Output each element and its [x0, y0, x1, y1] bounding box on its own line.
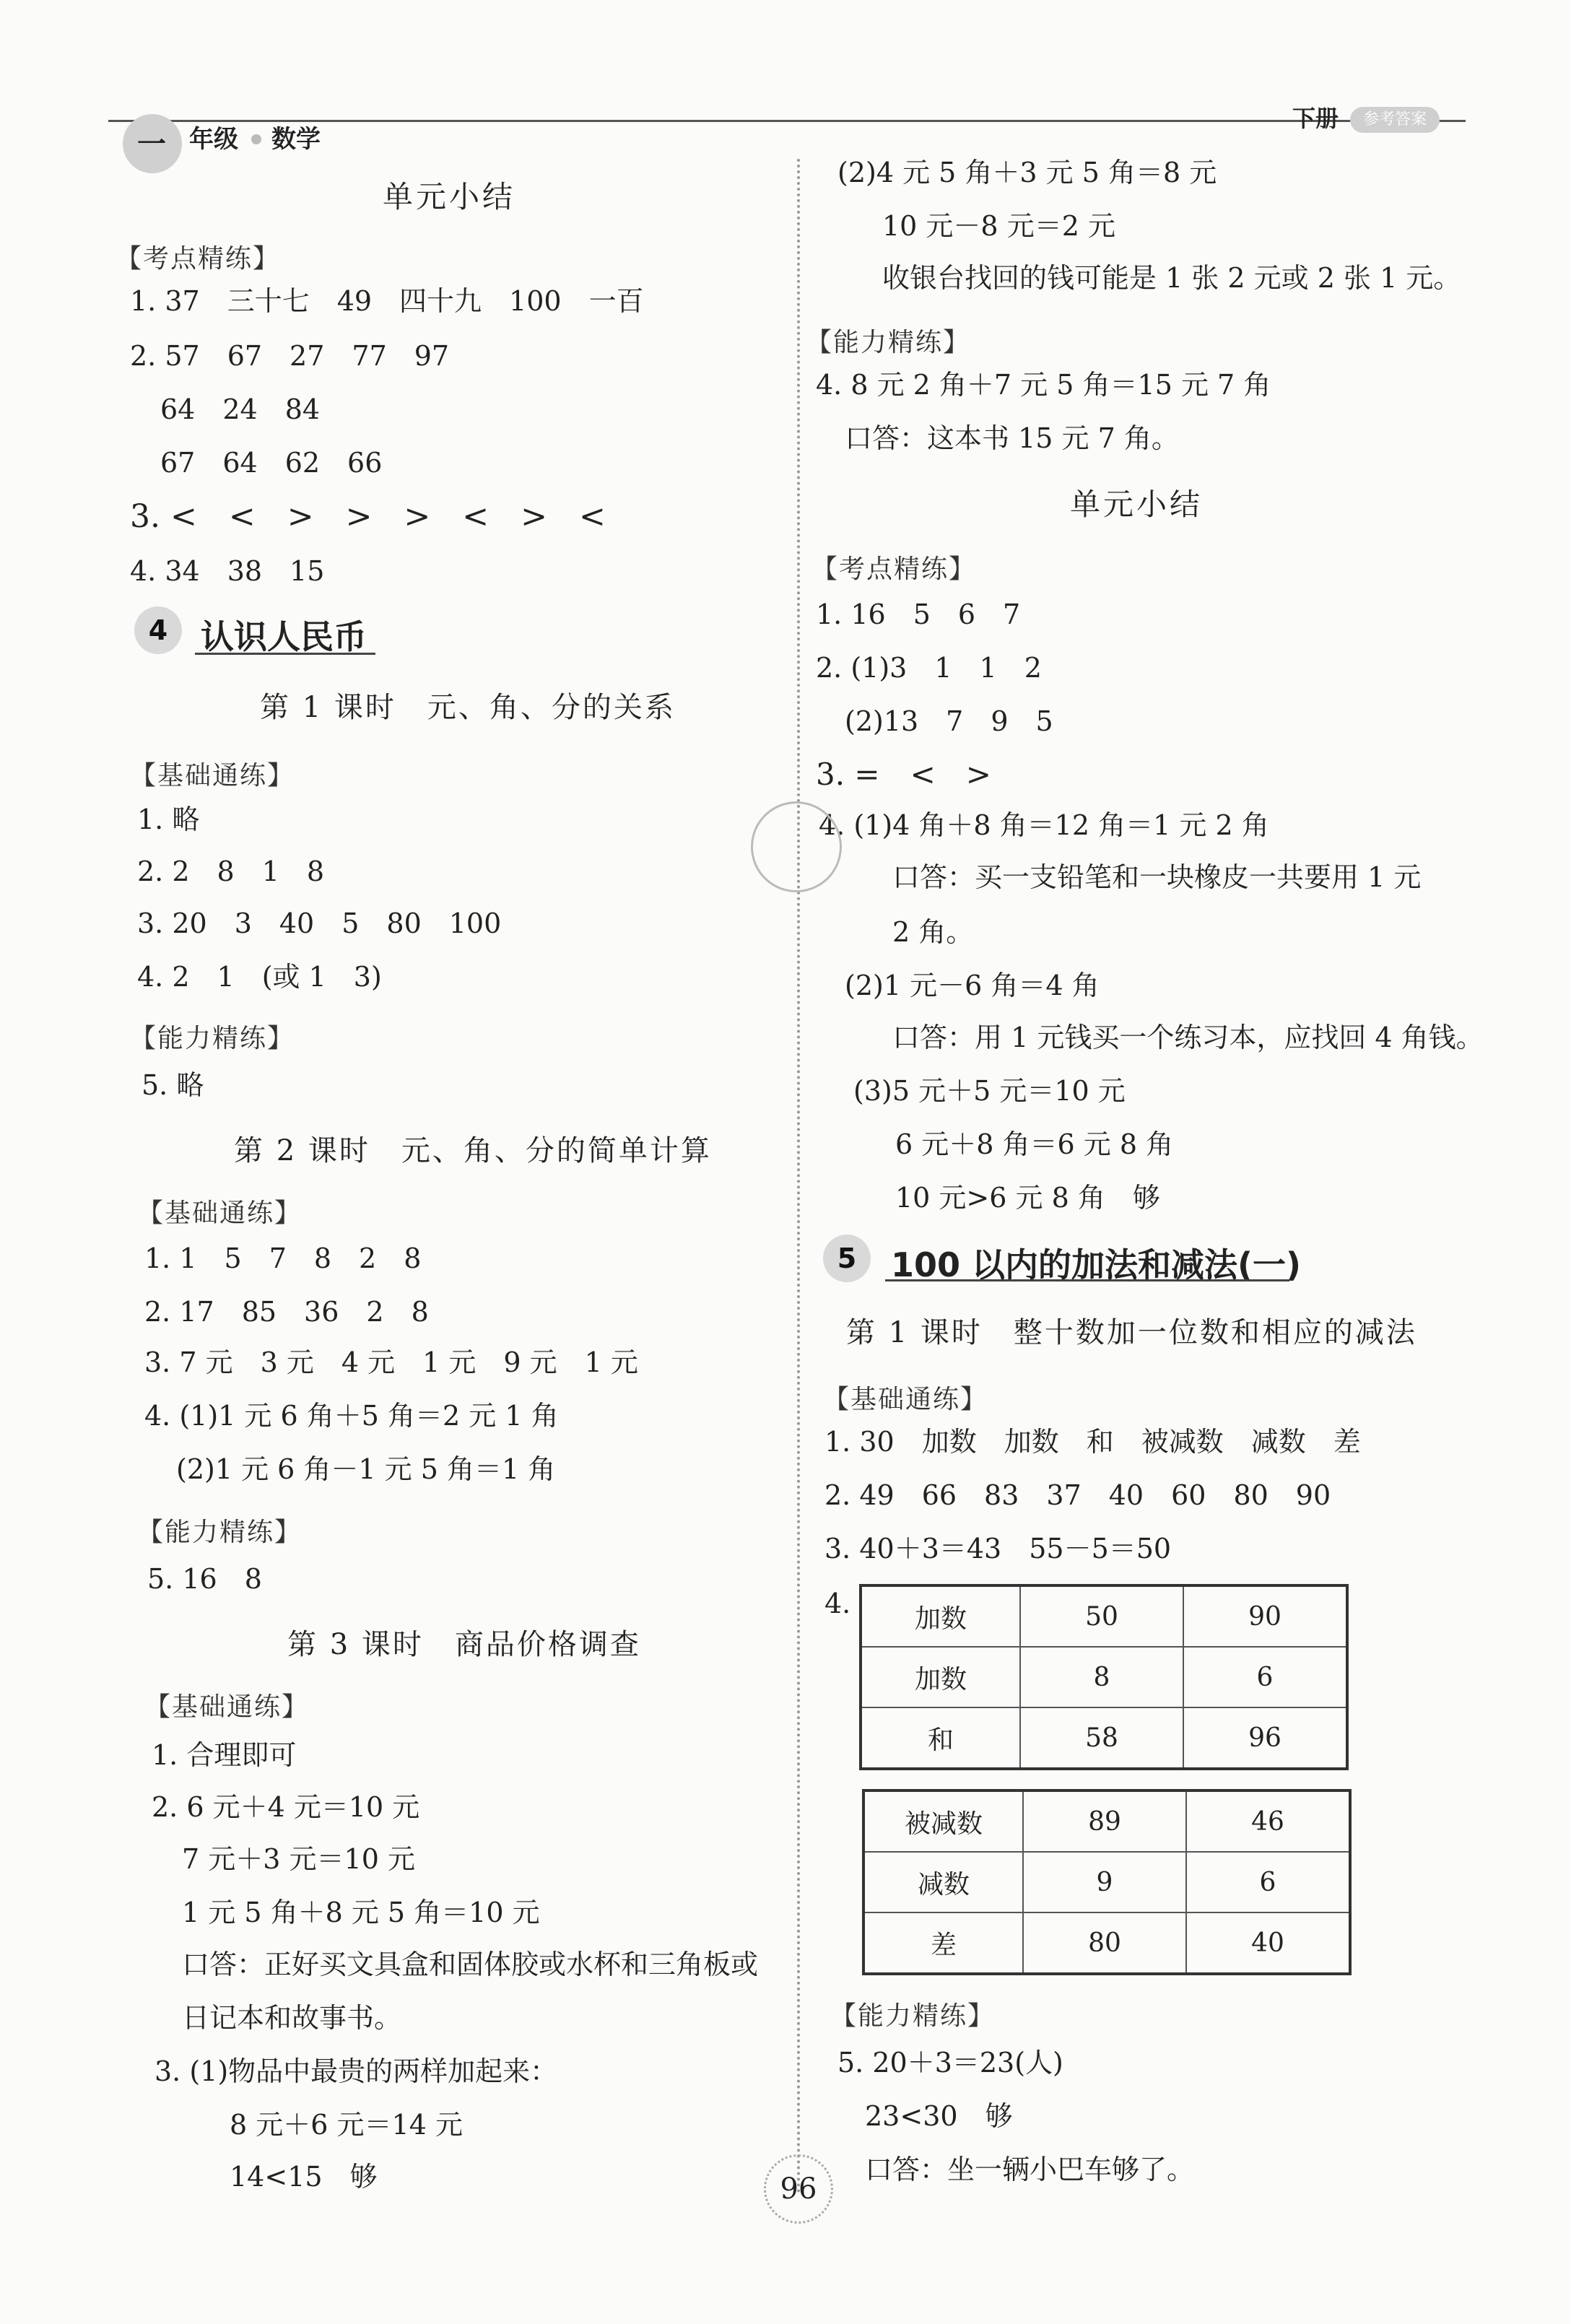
answer-line: 4. (1)4 角＋8 角＝12 角＝1 元 2 角	[819, 809, 1269, 841]
page-number: 96	[764, 2154, 833, 2224]
answer-line: 收银台找回的钱可能是 1 张 2 元或 2 张 1 元。	[882, 262, 1461, 294]
table-cell: 被减数	[863, 1790, 1023, 1852]
table-cell: 加数	[861, 1585, 1020, 1647]
answer-line: 2. 2 8 1 8	[137, 856, 325, 887]
answer-line: 4. 2 1 (或 1 3)	[137, 961, 382, 993]
tag-jichu: 【基础通练】	[137, 1198, 303, 1228]
answer-line: 5. 略	[142, 1069, 204, 1101]
chapter-title: 认识人民币	[201, 617, 367, 656]
answer-line: 1. 略	[137, 804, 200, 835]
table-cell: 58	[1020, 1707, 1183, 1769]
answer-line: 64 24 84	[160, 393, 321, 425]
answer-line: 5. 16 8	[147, 1563, 262, 1595]
column-divider	[797, 159, 800, 2195]
answer-line: 口答：买一支铅笔和一块橡皮一共要用 1 元	[892, 861, 1422, 893]
answer-line: 3. (1)物品中最贵的两样加起来：	[155, 2055, 558, 2087]
answer-line: (2)1 元－6 角＝4 角	[845, 970, 1100, 1001]
table-cell: 减数	[863, 1852, 1023, 1912]
table-cell: 80	[1023, 1912, 1186, 1974]
table-cell: 差	[863, 1912, 1023, 1974]
table-cell: 96	[1183, 1707, 1347, 1769]
answer-line: (2)13 7 9 5	[845, 705, 1053, 737]
answer-line: 2. 17 85 36 2 8	[144, 1296, 429, 1328]
table-cell: 6	[1183, 1647, 1347, 1707]
answer-line: 2. 57 67 27 77 97	[130, 340, 450, 372]
table-cell: 50	[1020, 1585, 1183, 1647]
answer-line: 2. 49 66 83 37 40 60 80 90	[824, 1479, 1331, 1511]
unit-summary-title: 单元小结	[383, 179, 516, 214]
answer-line: 3. 20 3 40 5 80 100	[137, 908, 502, 939]
answer-line: 1. 合理即可	[152, 1739, 297, 1771]
answer-line: 10 元>6 元 8 角 够	[895, 1182, 1160, 1214]
answer-line: 10 元－8 元＝2 元	[882, 210, 1115, 242]
tag-nengli: 【能力精练】	[130, 1024, 295, 1053]
table-cell: 8	[1020, 1647, 1183, 1707]
answer-line: 2 角。	[892, 916, 974, 948]
table-cell: 9	[1023, 1852, 1186, 1912]
table-row	[863, 1790, 1350, 1852]
answer-line: 口答：坐一辆小巴车够了。	[865, 2154, 1195, 2185]
answer-line: 3. = < >	[816, 757, 991, 792]
answer-line: 2. (1)3 1 1 2	[816, 652, 1042, 684]
answer-line: 8 元＋6 元＝14 元	[230, 2109, 463, 2141]
table-row	[861, 1647, 1347, 1707]
answer-line: 1 元 5 角＋8 元 5 角＝10 元	[182, 1897, 540, 1928]
answer-line: 3. 7 元 3 元 4 元 1 元 9 元 1 元	[144, 1346, 638, 1378]
table-row	[863, 1852, 1350, 1912]
answer-line: 2. 6 元＋4 元＝10 元	[152, 1791, 420, 1823]
answer-line: 4. 34 38 15	[130, 555, 325, 587]
answer-line: 23<30 够	[865, 2100, 1013, 2132]
answer-line: (2)1 元 6 角－1 元 5 角＝1 角	[176, 1453, 556, 1485]
answer-line: 口答：这本书 15 元 7 角。	[845, 422, 1179, 454]
chapter-title: 100 以内的加法和减法(一)	[891, 1245, 1302, 1284]
volume-label: 下册	[1292, 105, 1339, 132]
table-cell: 和	[861, 1707, 1020, 1769]
chapter-underline	[885, 1279, 1289, 1281]
answer-line: 口答：用 1 元钱买一个练习本，应找回 4 角钱。	[892, 1022, 1484, 1053]
answer-line: 口答：正好买文具盒和固体胶或水杯和三角板或	[182, 1949, 759, 1980]
answer-line: 3. < < > > > < > <	[130, 498, 606, 535]
addition-table	[859, 1584, 1349, 1770]
table-cell: 46	[1186, 1790, 1350, 1852]
tag-nengli: 【能力精练】	[806, 328, 971, 357]
table-row	[861, 1585, 1347, 1647]
subtraction-table	[862, 1789, 1352, 1975]
answer-line: 6 元＋8 角＝6 元 8 角	[895, 1128, 1174, 1160]
answer-line: 67 64 62 66	[160, 447, 383, 479]
header-rule	[108, 120, 1466, 122]
grade-label: 年级	[189, 125, 238, 154]
grade-number: 一	[137, 128, 166, 161]
tag-kaodian: 【考点精练】	[116, 244, 281, 274]
table-row	[863, 1912, 1350, 1974]
answer-line: 5. 20＋3＝23(人)	[837, 2047, 1063, 2079]
table-cell: 90	[1183, 1585, 1347, 1647]
header-dot-icon	[251, 134, 261, 144]
answer-line: 1. 1 5 7 8 2 8	[144, 1242, 422, 1274]
chapter-underline	[195, 653, 375, 655]
answer-line: (2)4 元 5 角＋3 元 5 角＝8 元	[837, 157, 1217, 188]
tag-kaodian: 【考点精练】	[811, 554, 977, 584]
lesson-title: 第 1 课时 元、角、分的关系	[260, 691, 676, 724]
answer-line: 4.	[824, 1588, 851, 1619]
answer-line: 3. 40＋3＝43 55－5＝50	[824, 1533, 1172, 1564]
table-row	[861, 1707, 1347, 1769]
lesson-title: 第 2 课时 元、角、分的简单计算	[234, 1134, 712, 1167]
answer-line: 日记本和故事书。	[182, 2002, 402, 2034]
chapter-number: 4	[134, 606, 182, 654]
answer-line: (3)5 元＋5 元＝10 元	[853, 1075, 1126, 1107]
tag-nengli: 【能力精练】	[137, 1518, 303, 1547]
lesson-title: 第 3 课时 商品价格调查	[287, 1628, 641, 1661]
tag-jichu: 【基础通练】	[823, 1385, 988, 1414]
answer-line: 4. (1)1 元 6 角＋5 角＝2 元 1 角	[144, 1400, 559, 1432]
answer-line: 14<15 够	[230, 2161, 378, 2193]
table-cell: 6	[1186, 1852, 1350, 1912]
subject-label: 数学	[271, 125, 321, 154]
table-cell: 加数	[861, 1647, 1020, 1707]
unit-summary-title: 单元小结	[1070, 487, 1204, 522]
table-cell: 40	[1186, 1912, 1350, 1974]
tag-jichu: 【基础通练】	[144, 1692, 310, 1722]
chapter-number: 5	[823, 1235, 871, 1282]
answers-badge: 参考答案	[1350, 107, 1440, 133]
answer-line: 7 元＋3 元＝10 元	[182, 1843, 415, 1875]
lesson-title: 第 1 课时 整十数加一位数和相应的减法	[846, 1316, 1417, 1349]
tag-nengli: 【能力精练】	[830, 2001, 996, 2031]
answer-line: 1. 16 5 6 7	[816, 599, 1021, 630]
answer-line: 1. 30 加数 加数 和 被减数 减数 差	[824, 1426, 1361, 1458]
answer-line: 4. 8 元 2 角＋7 元 5 角＝15 元 7 角	[816, 369, 1271, 401]
tag-jichu: 【基础通练】	[130, 761, 295, 791]
answer-line: 1. 37 三十七 49 四十九 100 一百	[130, 285, 644, 317]
table-cell: 89	[1023, 1790, 1186, 1852]
